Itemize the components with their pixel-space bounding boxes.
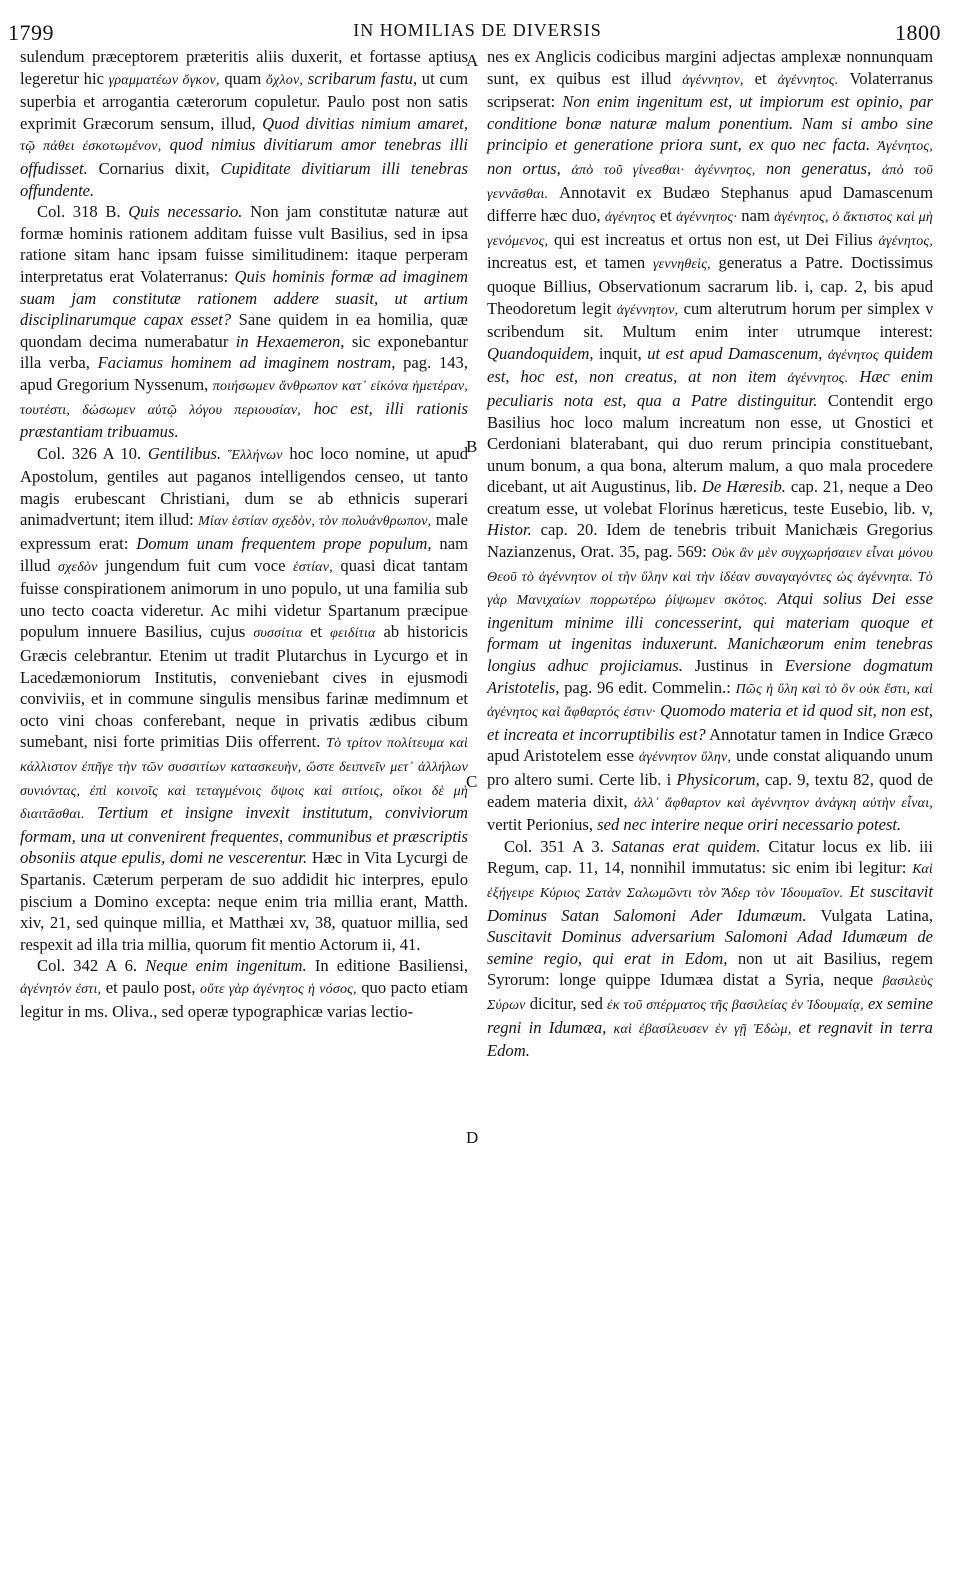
text-run: male expressum erat:: [20, 510, 468, 554]
text-run: cap. 9, textu 82, quod de eadem materia dixit,: [487, 770, 933, 811]
text-run: cum alterutrum horum per simplex ν scribendum sit. Multum enim inter utrumque interest:: [487, 298, 933, 342]
note-paragraph: [20, 46, 468, 201]
text-run: [606, 1018, 613, 1037]
text-run: quam: [219, 68, 266, 88]
greek-text: οὔτε γὰρ ἀγένητος ἡ νόσος,: [200, 981, 357, 997]
running-header: [0, 12, 955, 46]
text-run: Volaterranus scripserat:: [487, 68, 934, 112]
italic-text: ex semine regni in Idumæa,: [487, 993, 933, 1037]
section-marker-c: C: [466, 772, 478, 791]
text-run: In editione Basiliensi,: [306, 956, 468, 976]
text-run: inquit,: [593, 343, 648, 363]
text-run: Col. 351 A 3.: [504, 836, 612, 856]
text-run: cap. 20. Idem de tenebris tribuit Manichæis Gregorius Nazianzenus, Orat. 35, pag. 569:: [487, 520, 933, 562]
text-run: et: [302, 622, 331, 642]
greek-text: Τὸ τρίτον πολίτευμα καὶ κάλλιστον ἐπῆγε τὴν τῶν συσσιτίων κατασκευὴν, ὥστε δειπνεῖν μετ᾽ ἀλλήλων συνιόντας, ἐπὶ κοινοῖς καὶ τεταγμένοις ὄψοις καὶ σιτίοις, οἴκοι δὲ μὴ διαιτᾶσθαι.: [20, 736, 468, 823]
text-run: Annotavit ex Budæo Stephanus apud Damascenum differre hæc duo,: [487, 182, 933, 226]
text-run: Sane quidem in ea homilia, quæ quondam decima numerabatur: [20, 310, 468, 351]
italic-text: in Hexaemeron,: [235, 331, 345, 351]
text-run: sic exponebantur illa verba,: [20, 331, 468, 373]
note-paragraph: [487, 836, 933, 1062]
text-run: Hæc in Vita Lycurgi de Spartanis. Cæterum perperam de suo addidit hic interpres, epulo piscium a Domino excepta: neque enim tria millia erant, Matth. xiv, 21, sed quinque millia, et Matthæi xv, 38, quatuor millia, sed respexit ad illa tria millia, quorum fit mentio Actorum ii, 41.: [20, 848, 468, 954]
greek-text: φειδίτια: [330, 626, 376, 642]
page-number-right: 1800: [895, 20, 941, 45]
text-run: non ut ait Basilius, regem Syrorum: longe quippe Idumæa distat a Syria, neque: [487, 948, 933, 990]
italic-text: Neque enim ingenitum.: [145, 956, 307, 976]
left-text-column: [20, 46, 468, 1022]
greek-text: σχεδὸν: [58, 559, 98, 575]
text-run: sulendum præceptorem præteritis aliis duxerit, et fortasse aptius legeretur hic: [20, 47, 468, 88]
text-run: Vulgata Latina,: [806, 905, 934, 925]
text-run: et: [655, 206, 677, 226]
text-run: Col. 326 A 10.: [37, 443, 148, 463]
greek-text: καὶ ἐβασίλευσεν ἐν γῇ Ἐδὼμ,: [613, 1021, 792, 1037]
text-run: generatus a Patre. Doctissimus quoque Billius, Observationum sacrarum lib. i, cap. 2, bis apud Theodoretum legit: [487, 253, 933, 318]
note-paragraph: [20, 443, 468, 956]
section-marker-a: A: [466, 51, 479, 70]
page-number-left: 1799: [8, 20, 54, 45]
text-run: dicitur, sed: [525, 993, 608, 1013]
italic-text: quidem est, hoc est, non creatus, at non item: [487, 343, 933, 387]
greek-text: γεννηθεὶς,: [652, 257, 711, 273]
italic-text: Quomodo materia et id quod sit, non est, et increata et incorruptibilis est?: [487, 701, 933, 744]
text-run: nam: [737, 206, 775, 226]
greek-text: ἐκ τοῦ σπέρματος τῆς βασιλείας ἐν Ἰδουμαίᾳ,: [607, 997, 864, 1013]
text-run: Justinus in: [682, 656, 785, 676]
italic-text: Domum unam frequentem prope populum,: [136, 534, 432, 554]
greek-text: ἀγέννητος·: [676, 210, 738, 226]
greek-text: ἀγέννητον ὕλην,: [638, 750, 732, 766]
italic-text: hoc est, illi rationis præstantiam tribuamus.: [20, 398, 468, 442]
greek-text: ἀγέννητον,: [616, 302, 679, 318]
text-run: vertit Perionius,: [487, 815, 598, 835]
italic-text: Tertium et insigne invexit institutum, conviviorum formam, una ut convenirent frequentes, communibus et præscriptis obsoniis atque epulis, domi ne vescerentur.: [20, 803, 468, 868]
text-run: quasi dicat tantam fuisse conspirationem animorum in uno populo, ut una familia sub uno tecto coacta videretur. Ac mihi videtur Spartanum præcipue populum innuere Basilius, cujus: [20, 555, 469, 642]
greek-text: Πῶς ἡ ὕλη καὶ τὸ ὂν οὐκ ἔστι, καὶ ἀγένητος καὶ ἄφθαρτός ἐστιν·: [487, 681, 933, 721]
text-run: pag. 143, apud Gregorium Nyssenum,: [20, 353, 468, 394]
greek-text: τῷ πάθει ἐσκοτωμένον,: [20, 139, 162, 155]
italic-text: scribarum fastu,: [303, 68, 418, 88]
italic-text: ut est apud Damascenum,: [647, 343, 823, 363]
greek-text: ἀγένητόν ἐστι,: [20, 981, 102, 997]
italic-text: Cupiditate divitiarum illi tenebras offundente.: [20, 158, 468, 200]
greek-text: Καὶ ἐξήγειρε Κύριος Σατὰν Σαλωμῶντι τὸν Ἄδερ τὸν Ἰδουμαῖον.: [487, 862, 933, 901]
text-run: [871, 159, 882, 178]
greek-text: ἀγένητος: [604, 210, 656, 226]
text-run: quo pacto etiam legitur in ms. Oliva., sed operæ typographicæ varias lectio-: [20, 977, 468, 1021]
text-run: nes ex Anglicis codicibus margini adjectas amplexæ nonnunquam sunt, ex quibus est illud: [487, 47, 933, 88]
greek-text: ἀγένητος,: [878, 233, 933, 249]
text-run: Non jam constitutæ naturæ aut formæ hominis rationem additam fuisse vult Basilius, sed in ipsa ratione sitam hanc ipsam fuisse similitudinem: itaque perperam interpretatus erat Volaterranus:: [20, 202, 468, 286]
italic-text: Faciamus hominem ad imaginem nostram,: [97, 353, 396, 373]
text-run: Citatur locus ex lib. iii Regum, cap. 11, 14, nonnihil immutatus: sic enim ibi legitur:: [487, 836, 934, 878]
italic-text: Hæc enim peculiaris nota est, qua a Patre distinguitur.: [487, 367, 933, 410]
text-run: ab historicis Græcis celebrantur. Etenim ut tradit Plutarchus in Lycurgo et in Lacedæmoniorum Institutis, conveniebant cives in ejusmodi conviviis, et in commune singulis mensibus farinæ medimnum et octo vini choas conferebant, neque in privatis ædibus cibum sumebant, nisi forte primitias Diis offerrent.: [20, 622, 468, 752]
italic-text: Suscitavit Dominus adversarium Salomoni Adad Idumæum de semine regio, qui erat in Edom,: [487, 927, 933, 968]
italic-text: Non enim ingenitum est, ut impiorum est opinio, par conditione bonæ naturæ malum ponentium. Nam si ambo sine principio et generatione priora sunt, ex quo nec facta.: [487, 92, 933, 155]
italic-text: et regnavit in terra Edom.: [487, 1017, 933, 1061]
text-run: hoc loco nomine, ut apud Apostolum, gentiles aut paganos intelligendos censeo, ut tanto magis erubescant Christiani, dum se ab ethnicis superari animadvertunt; item illud:: [20, 443, 468, 530]
greek-text: ἀγέννητος.: [777, 72, 839, 88]
italic-text: Histor.: [487, 520, 532, 540]
text-run: Col. 318 B.: [37, 202, 129, 222]
italic-text: non generatus,: [755, 158, 872, 178]
text-run: et: [743, 68, 778, 88]
greek-text: ἑστίαν,: [293, 559, 333, 575]
italic-text: Satanas erat quidem.: [611, 836, 761, 856]
note-paragraph: [20, 955, 468, 1022]
italic-text: Atqui solius Dei esse ingenitum minime illi concesserint, qui materiam quoque et formam ut ingenitas induxerunt. Manichæorum enim tenebras longius adhuc projiciamus.: [487, 589, 933, 676]
greek-text: γραμματέων ὄγκον,: [108, 72, 220, 88]
italic-text: Physicorum,: [676, 770, 760, 789]
greek-text: ὄχλον,: [265, 72, 304, 88]
italic-text: Quis necessario.: [128, 202, 243, 222]
italic-text: non ortus,: [487, 158, 561, 178]
greek-text: ποιήσωμεν ἄνθρωπον κατ᾽ εἰκόνα ἡμετέραν, τουτέστι, δώσωμεν αὐτῷ λόγου περιουσίαν,: [20, 378, 468, 418]
note-paragraph: [20, 201, 468, 443]
right-text-column: [487, 46, 933, 1062]
italic-text: Eversione dogmatum Aristotelis,: [487, 656, 934, 697]
text-run: Col. 342 A 6.: [37, 956, 146, 976]
greek-text: ἀπὸ τοῦ γεννᾶσθαι.: [487, 162, 933, 202]
text-run: Contendit ergo Basilius hoc loco malum increatum non esse, ut Gnostici et Cerdoniani blaterabant, qui duo rerum principia constituebant, unum bonum, a qua bona, alterum malum, a quo mala procedere dicebant, ut ait Augustinus, lib.: [487, 390, 933, 497]
text-run: [561, 159, 572, 178]
text-run: [776, 367, 787, 386]
italic-text: De Hæresib.: [701, 477, 786, 497]
greek-text: ἀγέννητος.: [787, 371, 849, 387]
text-run: Cornarius dixit,: [87, 158, 221, 178]
greek-text: ἀλλ᾽ ἄφθαρτον καὶ ἀγέννητον ἀνάγκη αὐτὴν εἶναι,: [634, 795, 933, 811]
text-run: unde constat aliquando unum pro altero sumi. Certe lib. i: [487, 746, 933, 789]
greek-text: ἀγένητος, ὁ ἄκτιστος καὶ μὴ γενόμενος,: [487, 210, 934, 249]
greek-text: συσσίτια: [253, 626, 303, 642]
italic-text: Et suscitavit Dominus Satan Salomoni Ader Idumæum.: [487, 881, 933, 925]
italic-text: Quandoquidem,: [487, 343, 594, 363]
text-run: et paulo post,: [101, 977, 201, 997]
text-run: [221, 444, 228, 463]
note-paragraph: [487, 46, 933, 836]
text-run: increatus est, et tamen: [487, 253, 653, 273]
text-run: Annotatur tamen in Indice Græco apud Aristotelem esse: [487, 724, 933, 766]
greek-text: Μίαν ἑστίαν σχεδὸν, τὸν πολυάνθρωπον,: [198, 514, 432, 530]
italic-text: Gentilibus.: [147, 443, 222, 463]
greek-text: ἀπὸ τοῦ γίνεσθαι· ἀγέννητος,: [571, 162, 756, 178]
text-run: qui est increatus et ortus non est, ut Dei Filius: [548, 229, 879, 249]
text-run: nam illud: [20, 534, 469, 575]
text-run: pag. 96 edit. Commelin.:: [559, 677, 736, 697]
greek-text: ἀγέννητον,: [682, 72, 744, 88]
greek-text: ἀγένητος: [827, 347, 879, 363]
italic-text: quod nimius divitiarum amor tenebras illi offudisset.: [20, 135, 469, 178]
running-title: IN HOMILIAS DE DIVERSIS: [353, 20, 602, 40]
greek-text: Ἕλλήνων: [227, 447, 283, 463]
italic-text: Quod divitias nimium amaret,: [262, 113, 468, 133]
greek-text: βασιλεὺς Σύρων: [487, 974, 933, 1013]
text-run: jungendum fuit cum voce: [97, 555, 294, 575]
text-run: ut cum superbia et arrogantia cæterorum copuletur. Paulo post non satis exprimit Græcorum sensum, illud,: [20, 68, 468, 133]
greek-text: Οὐκ ἂν μὲν συγχωρήσαιεν εἶναι μόνου Θεοῦ τὸ ἀγέννητον οἱ τὴν ὕλην καὶ τὴν ἰδέαν συναγαγόντες ὡς ἀγέννητα. Τὸ γὰρ Μανιχαίων πορρωτέρω ῥίψωμεν σκότος.: [487, 546, 933, 609]
section-marker-d: D: [466, 1128, 479, 1147]
italic-text: sed nec interire neque oriri necessario potest.: [597, 815, 902, 835]
section-marker-b: B: [466, 437, 478, 456]
greek-text: Ἀγένητος,: [877, 139, 933, 155]
italic-text: Quis hominis formæ ad imaginem suam jam constitutæ rationem addere suasit, ut artium disciplinarumque capax esset?: [20, 266, 468, 330]
text-run: cap. 21, neque a Deo creatum esse, ut volebat Florinus hæreticus, teste Eusebio, lib. v,: [487, 477, 933, 518]
